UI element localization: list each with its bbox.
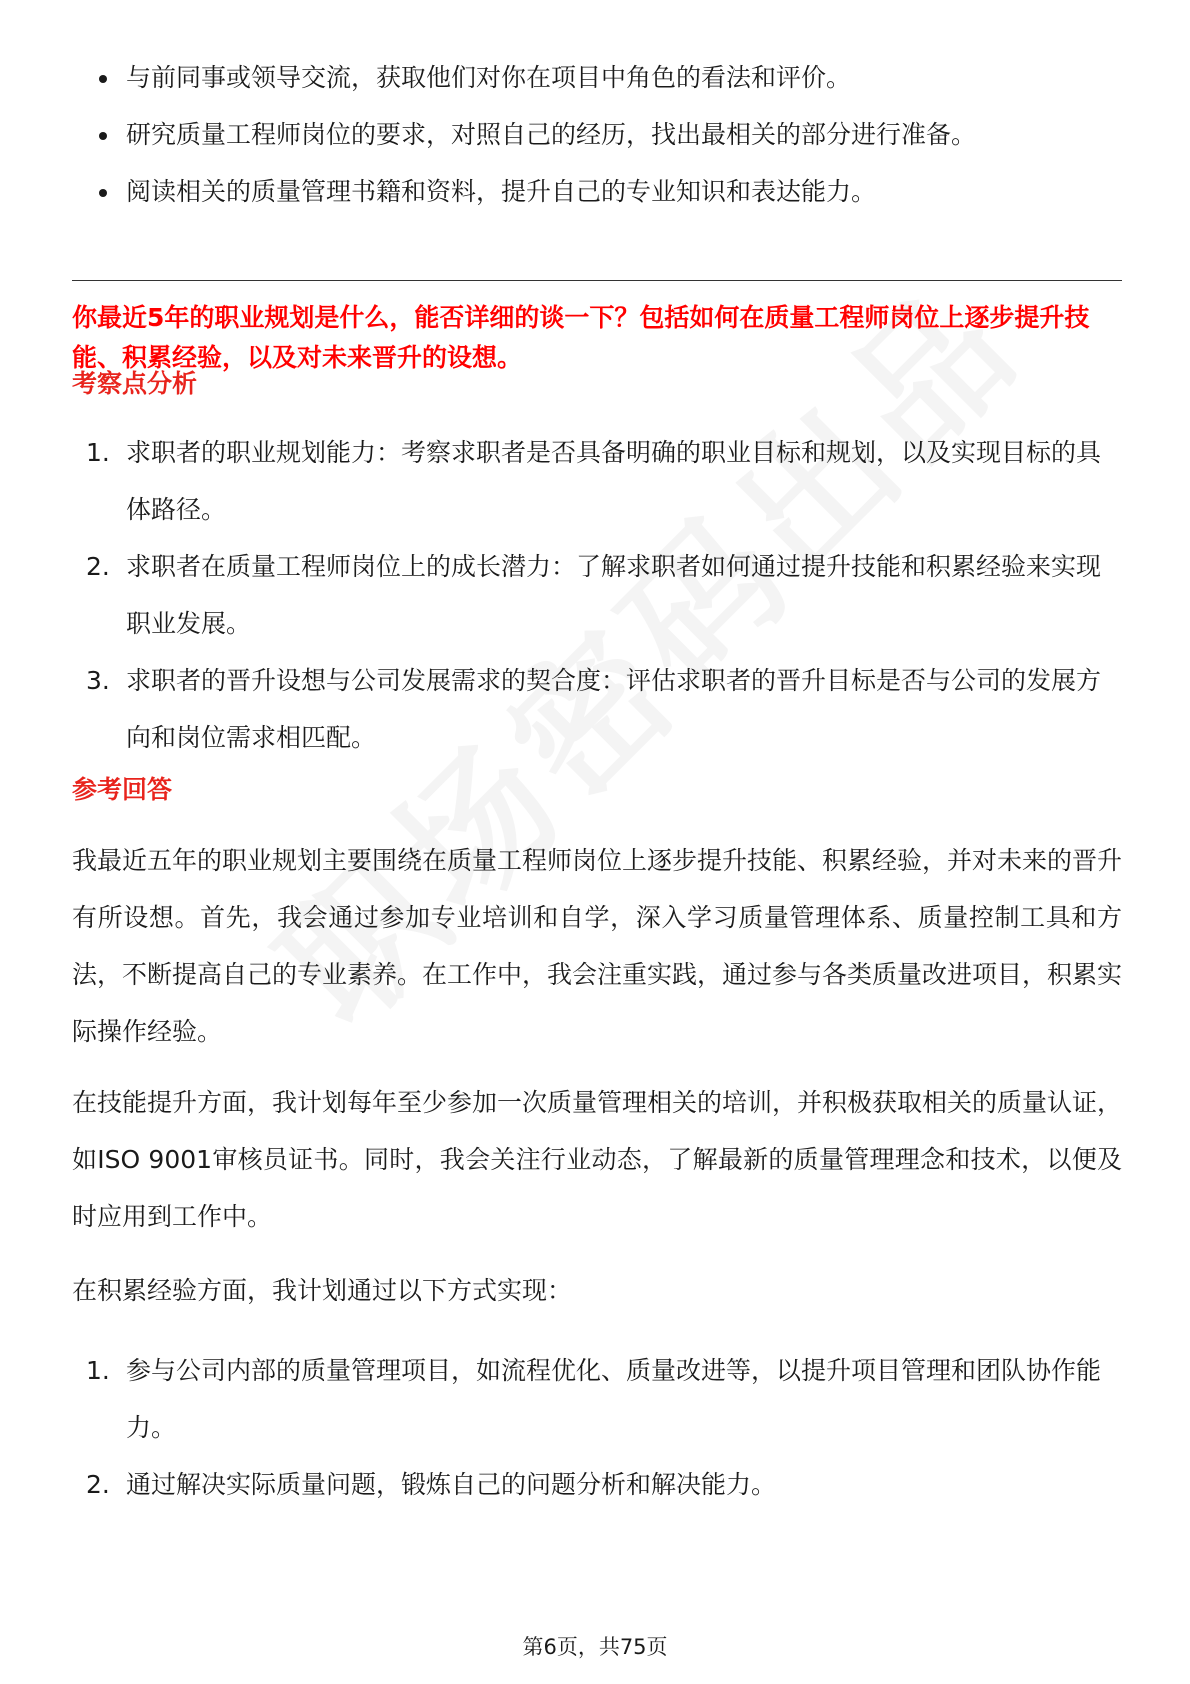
section-divider [72,280,1122,281]
bullet-item: 与前同事或领导交流，获取他们对你在项目中角色的看法和评价。 [96,58,1116,98]
list-text: 求职者在质量工程师岗位上的成长潜力：了解求职者如何通过提升技能和积累经验来实现职业发展。 [126,552,1102,638]
list-text: 参与公司内部的质量管理项目，如流程优化、质量改进等，以提升项目管理和团队协作能力。 [126,1356,1102,1442]
analysis-list [72,424,1122,766]
answer-list [72,1342,1122,1513]
top-bullet-list [96,58,1116,229]
list-number: 2. [86,552,110,581]
bullet-item: 研究质量工程师岗位的要求，对照自己的经历，找出最相关的部分进行准备。 [96,115,1116,155]
list-number: 3. [86,666,110,695]
question-title: 你最近5年的职业规划是什么，能否详细的谈一下？包括如何在质量工程师岗位上逐步提升技能、积累经验，以及对未来晋升的设想。 [72,303,1090,372]
list-number: 1. [86,438,110,467]
bullet-item: 阅读相关的质量管理书籍和资料，提升自己的专业知识和表达能力。 [96,172,1116,212]
page-footer: 第6页，共75页 [522,1635,668,1659]
list-item [72,1456,1122,1513]
analysis-heading: 考察点分析 [72,369,198,398]
answer-paragraph: 在积累经验方面，我计划通过以下方式实现： [72,1276,573,1305]
list-item [72,652,1122,766]
list-text: 通过解决实际质量问题，锻炼自己的问题分析和解决能力。 [126,1470,777,1499]
list-item [72,424,1122,538]
list-number: 2. [86,1470,110,1499]
list-item [72,538,1122,652]
answer-paragraph: 在技能提升方面，我计划每年至少参加一次质量管理相关的培训，并积极获取相关的质量认证，如ISO 9001审核员证书。同时，我会关注行业动态，了解最新的质量管理理念和技术，以便及时应用到工作中。 [72,1088,1123,1231]
answer-heading: 参考回答 [72,775,173,804]
list-text: 求职者的晋升设想与公司发展需求的契合度：评估求职者的晋升目标是否与公司的发展方向和岗位需求相匹配。 [126,666,1102,752]
list-number: 1. [86,1356,110,1385]
answer-paragraph: 我最近五年的职业规划主要围绕在质量工程师岗位上逐步提升技能、积累经验，并对未来的晋升有所设想。首先，我会通过参加专业培训和自学，深入学习质量管理体系、质量控制工具和方法，不断提高自己的专业素养。在工作中，我会注重实践，通过参与各类质量改进项目，积累实际操作经验。 [72,846,1123,1046]
list-text: 求职者的职业规划能力：考察求职者是否具备明确的职业目标和规划，以及实现目标的具体路径。 [126,438,1102,524]
list-item [72,1342,1122,1456]
